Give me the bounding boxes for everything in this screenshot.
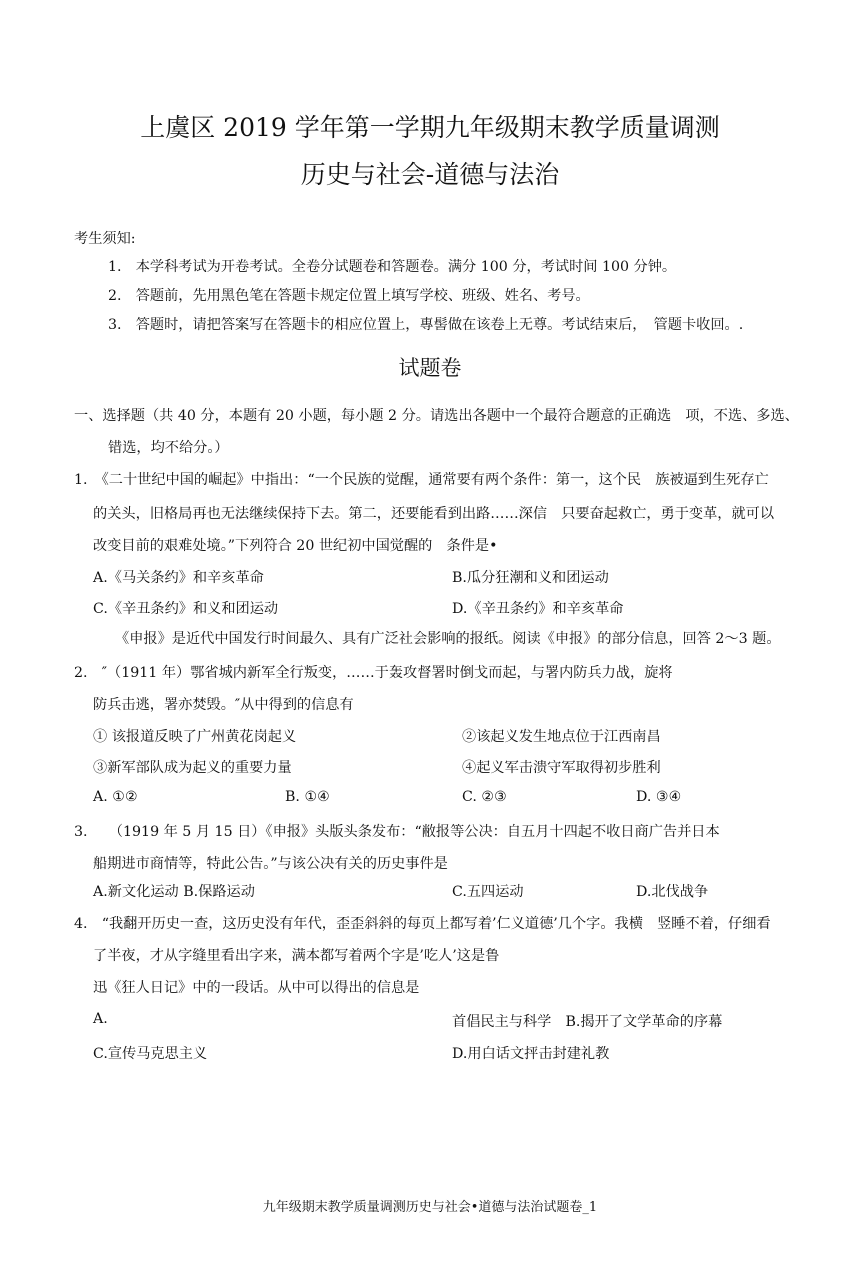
- q1-option-a: A.《马关条约》和辛亥革命: [93, 570, 264, 586]
- q3-option-d: D.北伐战争: [636, 884, 709, 900]
- notice-item-3: 3. 答题时，请把答案写在答题卡的相应位置上，專髻做在该卷上无尊。考试结束后， 管题卡收回。.: [108, 317, 744, 333]
- q3-option-c: C.五四运动: [452, 884, 524, 900]
- q1-option-d: D.《辛丑条约》和辛亥革命: [452, 601, 624, 617]
- q2-line1: 2. ″（1911 年）鄂省城内新军全行叛变，……于轰攻督署时倒戈而起，与署内防兵力战，旋将: [74, 665, 673, 681]
- intro-q2-q3: 《申报》是近代中国发行时间最久、具有广泛社会影响的报纸。阅读《申报》的部分信息，回答 2～3 题。: [115, 631, 781, 647]
- q1-option-b: B.瓜分狂潮和义和团运动: [452, 570, 609, 586]
- q2-line2: 防兵击逃，署亦焚毁。″从中得到的信息有: [93, 697, 354, 713]
- q3-option-ab: A.新文化运动 B.保路运动: [93, 884, 255, 900]
- q2-statement-2: ②该起义发生地点位于江西南昌: [462, 729, 661, 745]
- q2-option-c: C. ②③: [462, 789, 507, 805]
- q1-option-c: C.《辛丑条约》和义和团运动: [93, 601, 279, 617]
- q2-statement-4: ④起义军击溃守军取得初步胜利: [462, 760, 661, 776]
- part1-instruction-line1: 一、选择题（共 40 分，本题有 20 小题，每小题 2 分。请选出各题中一个最符合题意的正确选 项，不选、多选、: [74, 408, 799, 424]
- q3-line1: 3. （1919 年 5 月 15 日）《申报》头版头条发布：“敝报等公决：自五月十四起不收日商广告并日本: [74, 824, 720, 840]
- section-title: 试题卷: [398, 356, 462, 380]
- q4-line2: 了半夜，才从字缝里看出字来，满本都写着两个字是’吃人’这是鲁: [93, 948, 500, 964]
- q1-line2: 的关头，旧格局再也无法继续保持下去。第二，还要能看到出路……深信 只要奋起救亡，勇于变革，就可以: [93, 506, 775, 522]
- page-title-line2: 历史与社会-道德与法治: [300, 160, 560, 189]
- q1-line1: 1. 《二十世纪中国的崛起》中指出：“一个民族的觉醒，通常要有两个条件：第一，这个民 族被逼到生死存亡: [74, 472, 769, 488]
- q2-statement-1: ① 该报道反映了广州黄花岗起义: [93, 729, 297, 745]
- q3-line2: 船期进市商情等，特此公告。”与该公决有关的历史事件是: [93, 856, 448, 872]
- page-footer: 九年级期末教学质量调测历史与社会•道德与法治试题卷_1: [262, 1200, 598, 1215]
- notice-heading: 考生须知:: [74, 231, 136, 247]
- part1-instruction-line2: 错选，均不给分。）: [108, 440, 229, 456]
- notice-item-1: 1. 本学科考试为开卷考试。全卷分试题卷和答题卷。满分 100 分，考试时间 100 分钟。: [108, 259, 677, 275]
- q2-option-d: D. ③④: [636, 789, 682, 805]
- q2-option-b: B. ①④: [285, 789, 330, 805]
- q2-option-a: A. ①②: [93, 789, 138, 805]
- q1-line3: 改变目前的艰难处境。”下列符合 20 世纪初中国觉醒的 条件是•: [93, 538, 498, 554]
- q4-option-a-b: 首倡民主与科学 B.揭开了文学革命的序幕: [452, 1014, 723, 1030]
- page-title-line1: 上虞区 2019 学年第一学期九年级期末教学质量调测: [140, 113, 720, 142]
- q4-option-d: D.用白话文抨击封建礼教: [452, 1046, 610, 1062]
- q2-statement-3: ③新军部队成为起义的重要力量: [93, 760, 292, 776]
- notice-item-2: 2. 答题前，先用黑色笔在答题卡规定位置上填写学校、班级、姓名、考号。: [108, 288, 590, 304]
- q4-option-a-label: A.: [93, 1011, 108, 1027]
- q4-option-c: C.宣传马克思主义: [93, 1046, 208, 1062]
- q4-line1: 4. “我翻开历史一查，这历史没有年代，歪歪斜斜的每页上都写着’仁义道德’几个字。我横 竖睡不着，仔细看: [74, 916, 771, 932]
- q4-line3: 迅《狂人日记》中的一段话。从中可以得出的信息是: [93, 980, 420, 996]
